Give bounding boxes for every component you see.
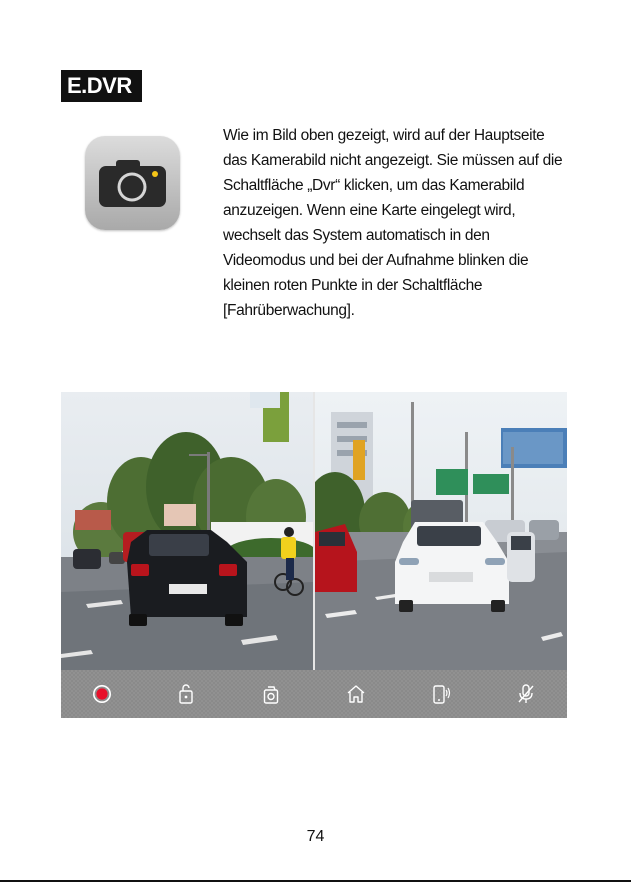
snapshot-icon [262, 683, 280, 705]
dvr-toolbar [61, 670, 567, 718]
microphone-button[interactable] [506, 670, 546, 718]
record-icon [92, 684, 112, 704]
phone-signal-icon [430, 683, 452, 705]
front-camera-view [61, 392, 313, 670]
dvr-screen [61, 392, 567, 718]
bottom-rule [0, 880, 631, 882]
snapshot-button[interactable] [251, 670, 291, 718]
lock-file-button[interactable] [166, 670, 206, 718]
camera-app-icon [85, 136, 180, 230]
section-title: E.DVR [61, 70, 142, 102]
home-icon [345, 683, 367, 705]
camera-icon [85, 136, 180, 230]
record-button[interactable] [82, 670, 122, 718]
rear-camera-view [315, 392, 567, 670]
home-button[interactable] [336, 670, 376, 718]
mic-off-icon [516, 683, 536, 705]
body-paragraph: Wie im Bild oben gezeigt, wird auf der Hauptseite das Kamerabild nicht angezeigt. Sie müssen auf die Schaltfläche „Dvr“ klicken, um das Kamerabild anzuzeigen. Wenn eine Karte eingelegt wird, wechselt das System automatisch in den Videomodus und bei der Aufnahme blinken die kleinen roten Punkte in der Schaltfläche [Fahrüberwachung]. [223, 127, 563, 319]
phone-connect-button[interactable] [421, 670, 461, 718]
page-number: 74 [306, 828, 325, 845]
lock-file-icon [177, 683, 195, 705]
